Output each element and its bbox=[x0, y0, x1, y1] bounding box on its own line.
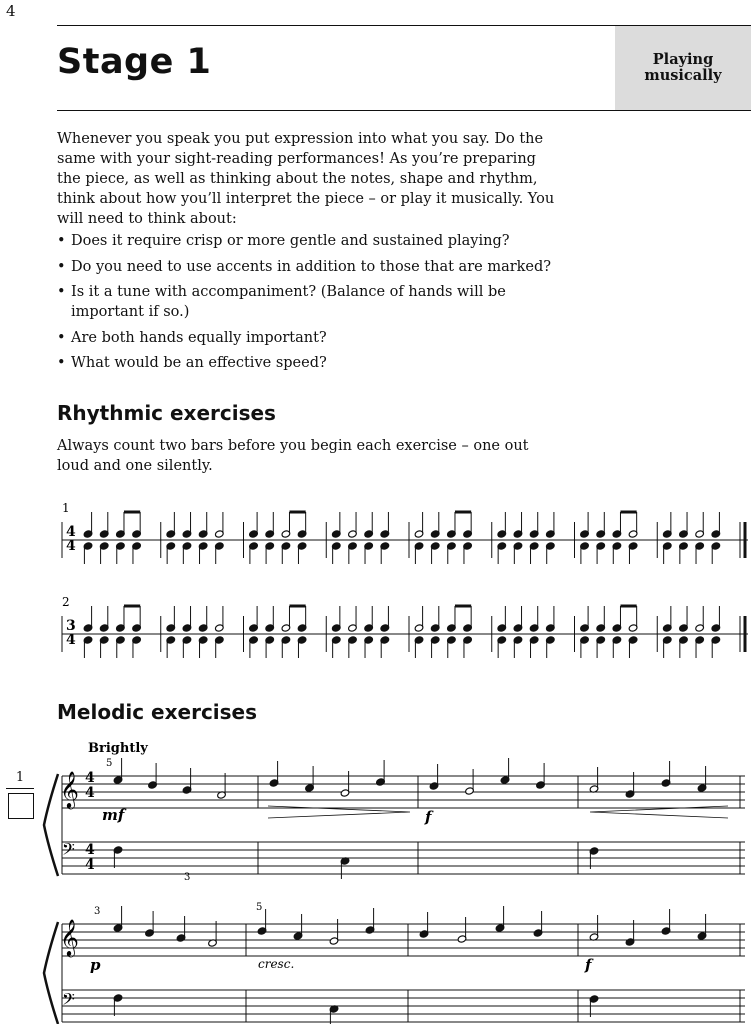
intro-paragraph: Whenever you speak you put expression into what you say. Do the same with your sight-reading performances! As you’re preparing the piece, as well as thinking about the notes, shape and rhythm, think about how you’ll interpret the piece – or play it musically. You will need to think about: bbox=[57, 131, 555, 227]
grand-staff-system-2 bbox=[44, 906, 745, 1024]
rhythm-exercise-number: 2 bbox=[62, 595, 70, 609]
rhythm-time-top: 4 bbox=[66, 524, 76, 540]
fingering: 3 bbox=[94, 906, 101, 917]
melodic-heading: Melodic exercises bbox=[57, 700, 258, 724]
bass-clef-icon: 𝄢 bbox=[62, 989, 75, 1013]
page-title: Stage 1 bbox=[57, 42, 212, 82]
dynamic-mark: mf bbox=[102, 806, 125, 824]
treble-clef-icon: 𝄞 bbox=[60, 918, 79, 956]
fingering: 5 bbox=[256, 902, 263, 913]
rhythm-exercise-number: 1 bbox=[62, 501, 70, 515]
rhythmic-instruction: Always count two bars before you begin each exercise – one out loud and one silently. bbox=[57, 438, 529, 474]
system-brace bbox=[44, 774, 58, 876]
rhythmic-heading: Rhythmic exercises bbox=[57, 401, 276, 425]
rhythm-notes-2 bbox=[83, 606, 720, 658]
time-sig-bottom: 4 bbox=[85, 785, 95, 801]
dynamic-mark: f bbox=[425, 808, 432, 826]
dynamic-mark: p bbox=[90, 956, 101, 974]
grand-staff-system-1 bbox=[44, 758, 745, 879]
section-tab-label: Playing musically bbox=[644, 51, 722, 84]
bullet-item: • What would be an effective speed? bbox=[57, 353, 557, 373]
bullet-item: • Do you need to use accents in addition to those that are marked? bbox=[57, 257, 557, 277]
rhythm-time-bottom: 4 bbox=[66, 538, 76, 554]
fingering: 3 bbox=[184, 872, 191, 883]
rhythm-time-top: 3 bbox=[66, 618, 76, 634]
tempo-marking: Brightly bbox=[88, 741, 148, 756]
bullet-item: • Does it require crisp or more gentle and sustained playing? bbox=[57, 231, 557, 251]
time-sig-bottom: 4 bbox=[85, 857, 95, 873]
system-brace bbox=[44, 922, 58, 1024]
expression-text: cresc. bbox=[258, 957, 295, 971]
fingering: 5 bbox=[106, 758, 113, 769]
bass-clef-icon: 𝄢 bbox=[62, 839, 75, 863]
rhythm-notes-1 bbox=[83, 512, 720, 564]
time-sig-top: 4 bbox=[85, 842, 95, 858]
melodic-exercise-number: 1 bbox=[6, 770, 34, 789]
time-sig-top: 4 bbox=[85, 770, 95, 786]
rhythm-time-bottom: 4 bbox=[66, 632, 76, 648]
dynamic-mark: f bbox=[585, 956, 592, 974]
treble-clef-icon: 𝄞 bbox=[60, 770, 79, 808]
bullet-item: • Are both hands equally important? bbox=[57, 328, 557, 348]
bullet-item: • Is it a tune with accompaniment? (Balance of hands will be important if so.) bbox=[57, 282, 557, 322]
page-number: 4 bbox=[6, 2, 16, 20]
